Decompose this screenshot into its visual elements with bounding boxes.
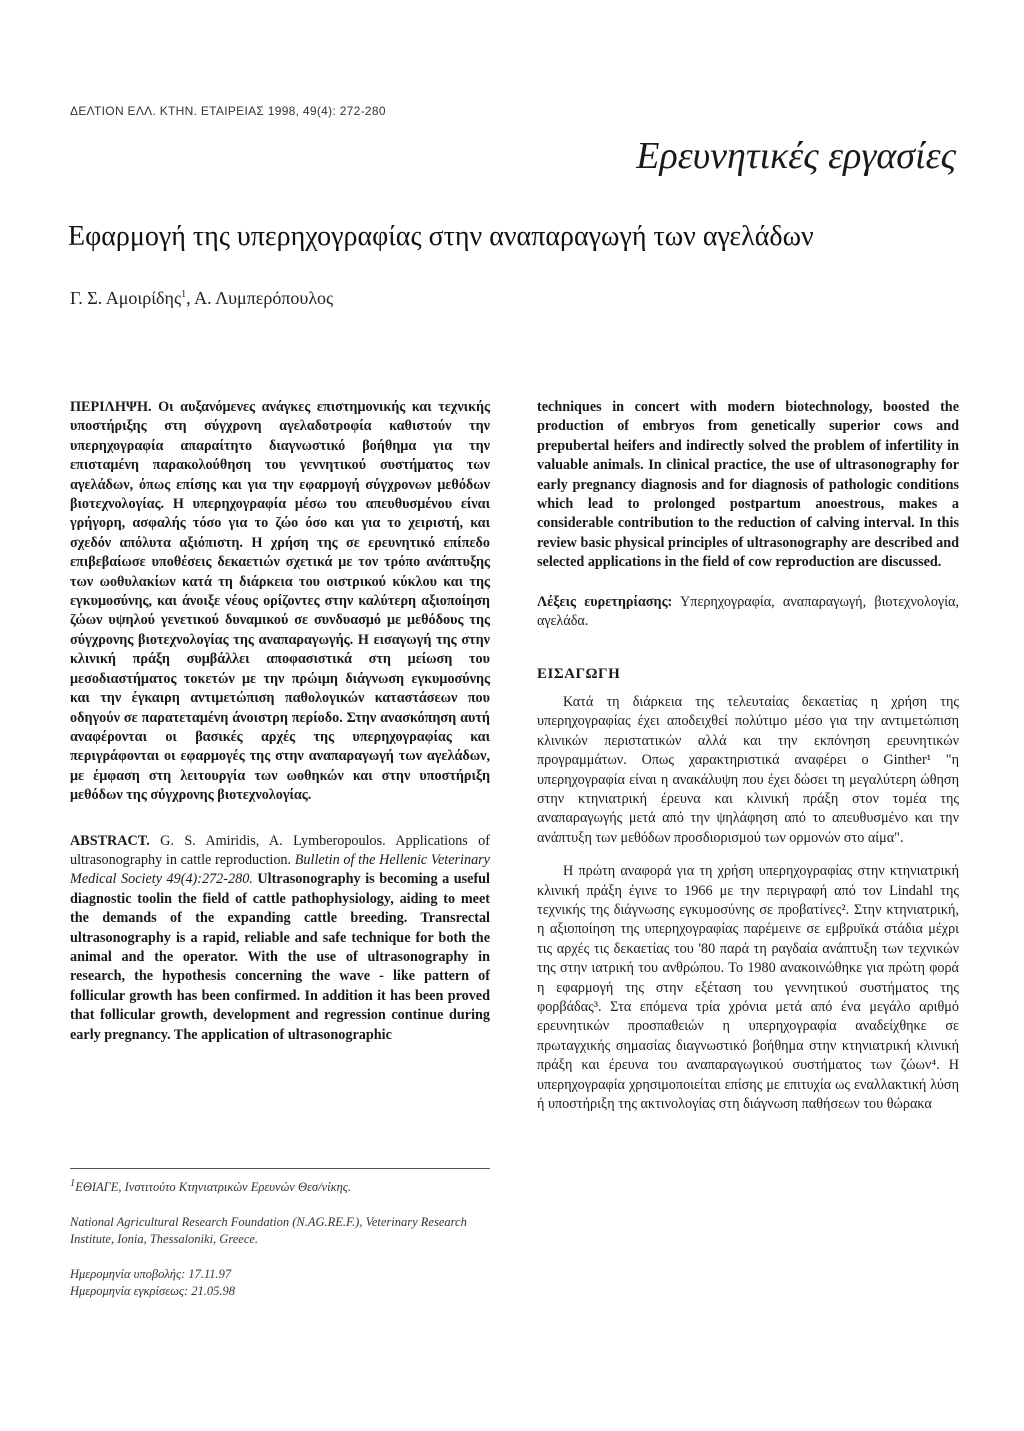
right-column [537, 398, 959, 1114]
article-title: Εφαρμογή της υπερηχογραφίας στην αναπαραγωγή των αγελάδων [68, 221, 814, 252]
left-column [70, 398, 490, 1045]
introduction-heading: ΕΙΣΑΓΩΓΗ [537, 666, 621, 683]
greek-summary [70, 398, 490, 806]
affiliation-greek: $^1$ΕΘΙΑΓΕ, Ινστιτούτο Κτηνιατρικών Ερευνών Θεσ/νίκης. [70, 1178, 351, 1195]
affiliation-english: National Agricultural Research Foundation (N.AG.RE.F.), Veterinary Research Institute, Ionia, Thessaloniki, Greece. [70, 1215, 467, 1247]
keywords-text: Υπερηχογραφία, αναπαραγωγή, βιοτεχνολογία, αγελάδα. [537, 593, 959, 630]
keywords-label: Λέξεις ευρετηρίασης: [537, 593, 673, 610]
abstract-label: ABSTRACT. [70, 832, 150, 849]
journal-citation: ΔΕΛΤΙΟΝ ΕΛΛ. ΚΤΗΝ. ΕΤΑΙΡΕΙΑΣ 1998, 49(4): 272-280 [70, 104, 386, 118]
authors [70, 288, 333, 309]
author-2: , Α. Λυμπερόπουλος [186, 288, 334, 308]
summary-text: Οι αυξανόμενες ανάγκες επιστημονικής και τεχνικής υποστήριξης στη σύγχρονη αγελαδοτροφία καθιστούν την υπερηχογραφία απαραίτητο διαγνωστικό βοήθημα για την επισταμένη παρακολούθηση του γεννητικού συστήματος των αγελάδων, όπως επίσης και για την εφαρμογή σύγχρονων μεθόδων βιοτεχνολογίας. Η υπερηχογραφία μέσω του απευθυσμένου είναι γρήγορη, ασφαλής τόσο για το ζώο όσο και για το χειριστή, και σχεδόν απόλυτα αξιόπιστη. Η χρήση της σε ερευνητικό επίπεδο επιβεβαίωσε υποθέσεις δεκαετιών σχετικά με τον τρόπο ανάπτυξης των ωοθυλακίων κατά τη διάρκεια του οιστρικού κύκλου και της εγκυμοσύνης, και άνοιξε νέους ορίζοντες στην καλύτερη αξιοποίηση ζώων υψηλού γενετικού δυναμικού σε συνδυασμό με μεθόδους της σύγχρονης βιοτεχνολογίας της αναπαραγωγής. Η εισαγωγή της στην κλινική πράξη συμβάλλει αποφασιστικά στη μείωση του μεσοδιαστήματος τοκετών με την πρώιμη διάγνωση εγκυμοσύνης και την έγκαιρη αντιμετώπιση παθολογικών καταστάσεων που οδηγούν σε παρατεταμένη άνοιστρη περίοδο. Στην ανασκόπηση αυτή αναφέρονται οι βασικές αρχές της υπερηχογραφίας και περιγράφονται οι εφαρμογές της στην αναπαραγωγή των αγελάδων, με έμφαση στη λειτουργία των ωοθηκών και στην υποστήριξη μεθόδων της σύγχρονης βιοτεχνολογίας. [70, 399, 490, 804]
introduction-paragraph-2: Η πρώτη αναφορά για τη χρήση υπερηχογραφίας στην κτηνιατρική κλινική πράξη έγινε το 1966 με την περιγραφή από τον Lindahl της τεχνικής της διάγνωσης εγκυμοσύνης σε προβατίνες². Στην κτηνιατρική, η αξιοποίηση της υπερηχογραφίας παρέμεινε σε εμβρυϊκά στάδια μέχρι τις αρχές τις δεκαετίας του '80 παρά τη ραγδαία ανάπτυξη των τεχνικών της στην ιατρική του ανθρώπου. Το 1980 ανακοινώθηκε για πρώτη φορά η εφαρμογή της στην εξέταση του γεννητικού συστήματος της φορβάδας³. Στα επόμενα τρία χρόνια μετά από ένα μεγάλο αριθμό ερευνητικών προσπαθειών η υπερηχογραφία αναδείχθηκε σε πρωταγχικής σημασίας διαγνωστικό βοήθημα στην κτηνιατρική κλινική πράξη και έρευνα του αναπαραγωγικού συστήματος των ζώων⁴. Η υπερηχογραφία χρησιμοποιείται επίσης με επιτυχία ως εναλλακτική λύση ή υποστήριξη της ακτινολογίας στη διάγνωση παθήσεων του θώρακα [537, 863, 959, 1112]
date-submitted: Ημερομηνία υποβολής: 17.11.97 [70, 1267, 232, 1282]
abstract-text-left: Ultrasonography is becoming a useful diagnostic toolin the field of cattle pathophysiology, aiding to meet the demands of the expanding cattle breeding. Transrectal ultrasonography is a rapid, reliable and safe technique for both the animal and the operator. With the use of ultrasonography in research, the hypothesis concerning the wave - like pattern of follicular growth has been confirmed. In addition it has been proved that follicular growth, development and regression continue during early pregnancy. The application of ultrasonographic [70, 871, 490, 1043]
footnote-rule [70, 1168, 490, 1169]
author-1: Γ. Σ. Αμοιρίδης [70, 288, 182, 308]
english-abstract [70, 832, 490, 1045]
keywords [537, 593, 959, 632]
date-accepted: Ημερομηνία εγκρίσεως: 21.05.98 [70, 1284, 236, 1299]
introduction-paragraph-1: Κατά τη διάρκεια της τελευταίας δεκαετίας η χρήση της υπερηχογραφίας έχει αποδειχθεί πολύτιμο μέσο για την αντιμετώπιση κλινικών περιστατικών αλλά και την εκπόνηση ερευνητικών προγραμμάτων. Οπως χαρακτηριστικά αναφέρει ο Ginther¹ "η υπερηχογραφία είναι η ανακάλυψη που έχει δώσει τη μεγαλύτερη ώθηση στην κτηνιατρική έρευνα και κλινική πράξη στον τομέα της αναπαραγωγής μετά από την ψηλάφηση από το απευθυσμένο και την ανάπτυξη των μεθόδων προσδιορισμού των ορμονών στο αίμα". [537, 693, 959, 846]
abstract-text-right: techniques in concert with modern biotechnology, boosted the production of embryos from genetically superior cows and prepubertal heifers and indirectly solved the problem of infertility in valuable animals. In clinical practice, the use of ultrasonography for early pregnancy diagnosis and for diagnosis of pathologic conditions which lead to prolonged postpartum anoestrous, makes a considerable contribution to the reduction of calving interval. In this review basic physical principles of ultrasonography are described and selected applications in the field of cow reproduction are discussed. [537, 399, 959, 571]
section-type: Ερευνητικές εργασίες [636, 135, 956, 177]
summary-label: ΠΕΡΙΛΗΨΗ. [70, 399, 152, 415]
abstract-citation-journal: Bulletin of the Hellenic Veterinary Medical Society 49(4):272-280. [70, 851, 490, 888]
author-affil-mark: 1 [181, 289, 187, 300]
abstract-citation: G. S. Amiridis, A. Lymberopoulos. Applications of ultrasonography in cattle reproduction. [70, 832, 490, 868]
footnotes [70, 1168, 490, 1300]
